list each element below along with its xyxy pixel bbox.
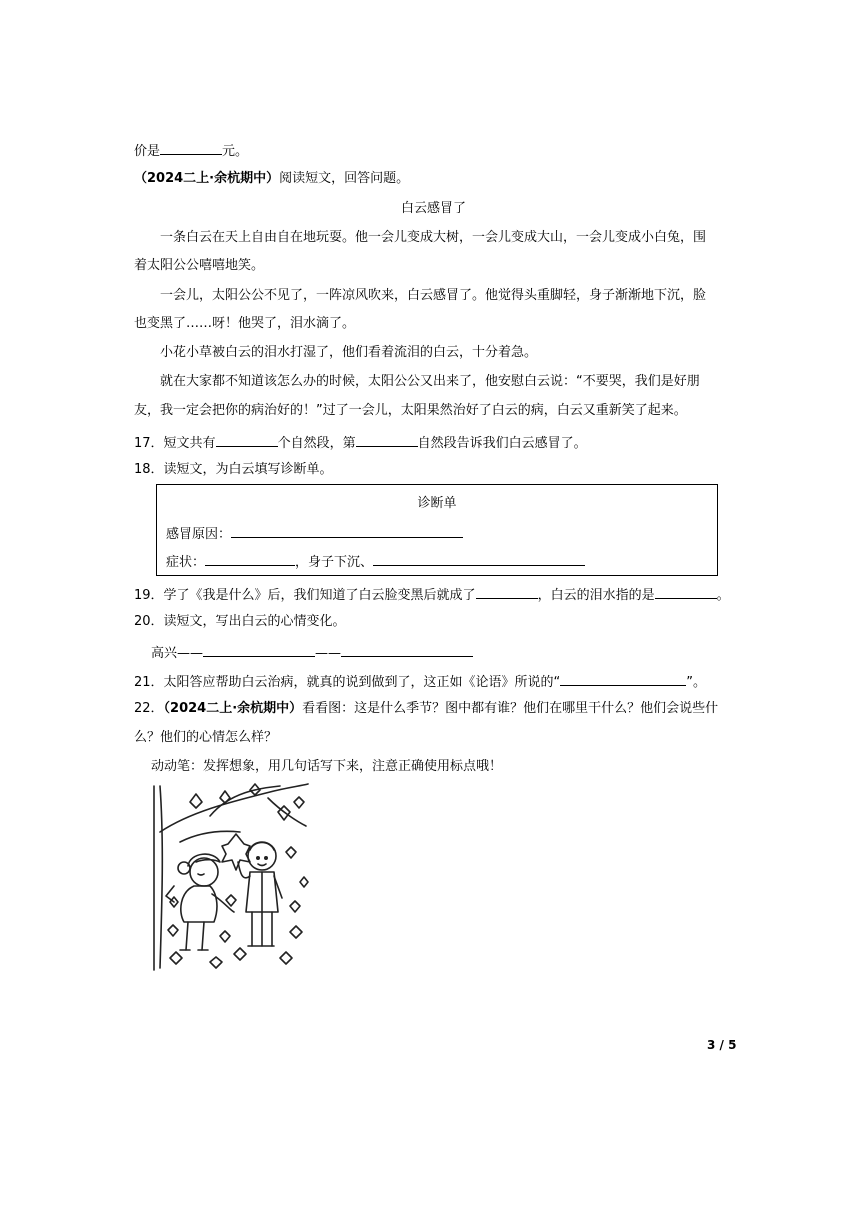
girl-head [190, 858, 218, 886]
story-title: 白云感冒了 [400, 201, 466, 216]
cloud-turns-into-blank[interactable] [476, 584, 538, 599]
symptom-blank-1[interactable] [205, 551, 295, 566]
question-21: 21．太阳答应帮助白云治病，就真的说到做到了，这正如《论语》所说的“ ”。 [134, 671, 706, 692]
story-paragraph: 也变黑了……呀！他哭了，泪水滴了。 [134, 316, 356, 331]
question-19: 19．学了《我是什么》后，我们知道了白云脸变黑后就成了 ，白云的泪水指的是 。 [134, 584, 730, 605]
diagnosis-title: 诊断单 [417, 496, 457, 511]
mood-chain: 高兴—— —— [151, 642, 473, 663]
question-22-cont: 么？他们的心情怎么样？ [134, 730, 278, 745]
story-paragraph: 一会儿，太阳公公不见了，一阵凉风吹来，白云感冒了。他觉得头重脚轻，身子渐渐地下沉，脸 [160, 288, 707, 303]
question-22: 22．（2024二上·余杭期中）看看图：这是什么季节？图中都有谁？他们在哪里干什么？他们会说些什 [134, 701, 719, 716]
story-paragraph: 友，我一定会把你的病治好的！”过了一会儿，太阳果然治好了白云的病，白云又重新笑了起来。 [134, 403, 687, 418]
paragraph-index-blank[interactable] [356, 432, 418, 447]
reading-source-line: （2024二上·余杭期中）阅读短文，回答问题。 [134, 171, 410, 186]
cause-blank[interactable] [231, 523, 463, 538]
page-number: 3 / 5 [707, 1038, 737, 1052]
story-paragraph: 小花小草被白云的泪水打湿了，他们看着流泪的白云，十分着急。 [160, 345, 538, 360]
question-18: 18．读短文，为白云填写诊断单。 [134, 462, 333, 477]
diagnosis-symptom-row: 症状： ，身子下沉、 [166, 551, 585, 572]
mood-blank-1[interactable] [203, 642, 315, 657]
prev-question-tail: 价是 元。 [134, 140, 248, 161]
story-paragraph: 一条白云在天上自由自在地玩耍。他一会儿变成大树，一会儿变成大山，一会儿变成小白兔，围 [160, 230, 707, 245]
writing-task: 动动笔：发挥想象，用几句话写下来，注意正确使用标点哦！ [151, 759, 503, 774]
tears-meaning-blank[interactable] [655, 584, 717, 599]
diagnosis-form [156, 484, 718, 576]
girl-coat [181, 886, 217, 922]
autumn-children-illustration [150, 782, 310, 972]
paragraph-count-blank[interactable] [216, 432, 278, 447]
question-20: 20．读短文，写出白云的心情变化。 [134, 614, 346, 629]
question-17: 17．短文共有 个自然段，第 自然段告诉我们白云感冒了。 [134, 432, 587, 453]
diagnosis-cause-row: 感冒原因： [166, 523, 463, 544]
mood-blank-2[interactable] [341, 642, 473, 657]
story-paragraph: 着太阳公公嘻嘻地笑。 [134, 258, 265, 273]
price-blank[interactable] [160, 140, 222, 155]
analects-quote-blank[interactable] [560, 671, 686, 686]
symptom-blank-2[interactable] [373, 551, 585, 566]
maple-leaf [222, 834, 250, 870]
story-paragraph: 就在大家都不知道该怎么办的时候，太阳公公又出来了，他安慰白云说：“不要哭，我们是好朋 [160, 374, 700, 389]
